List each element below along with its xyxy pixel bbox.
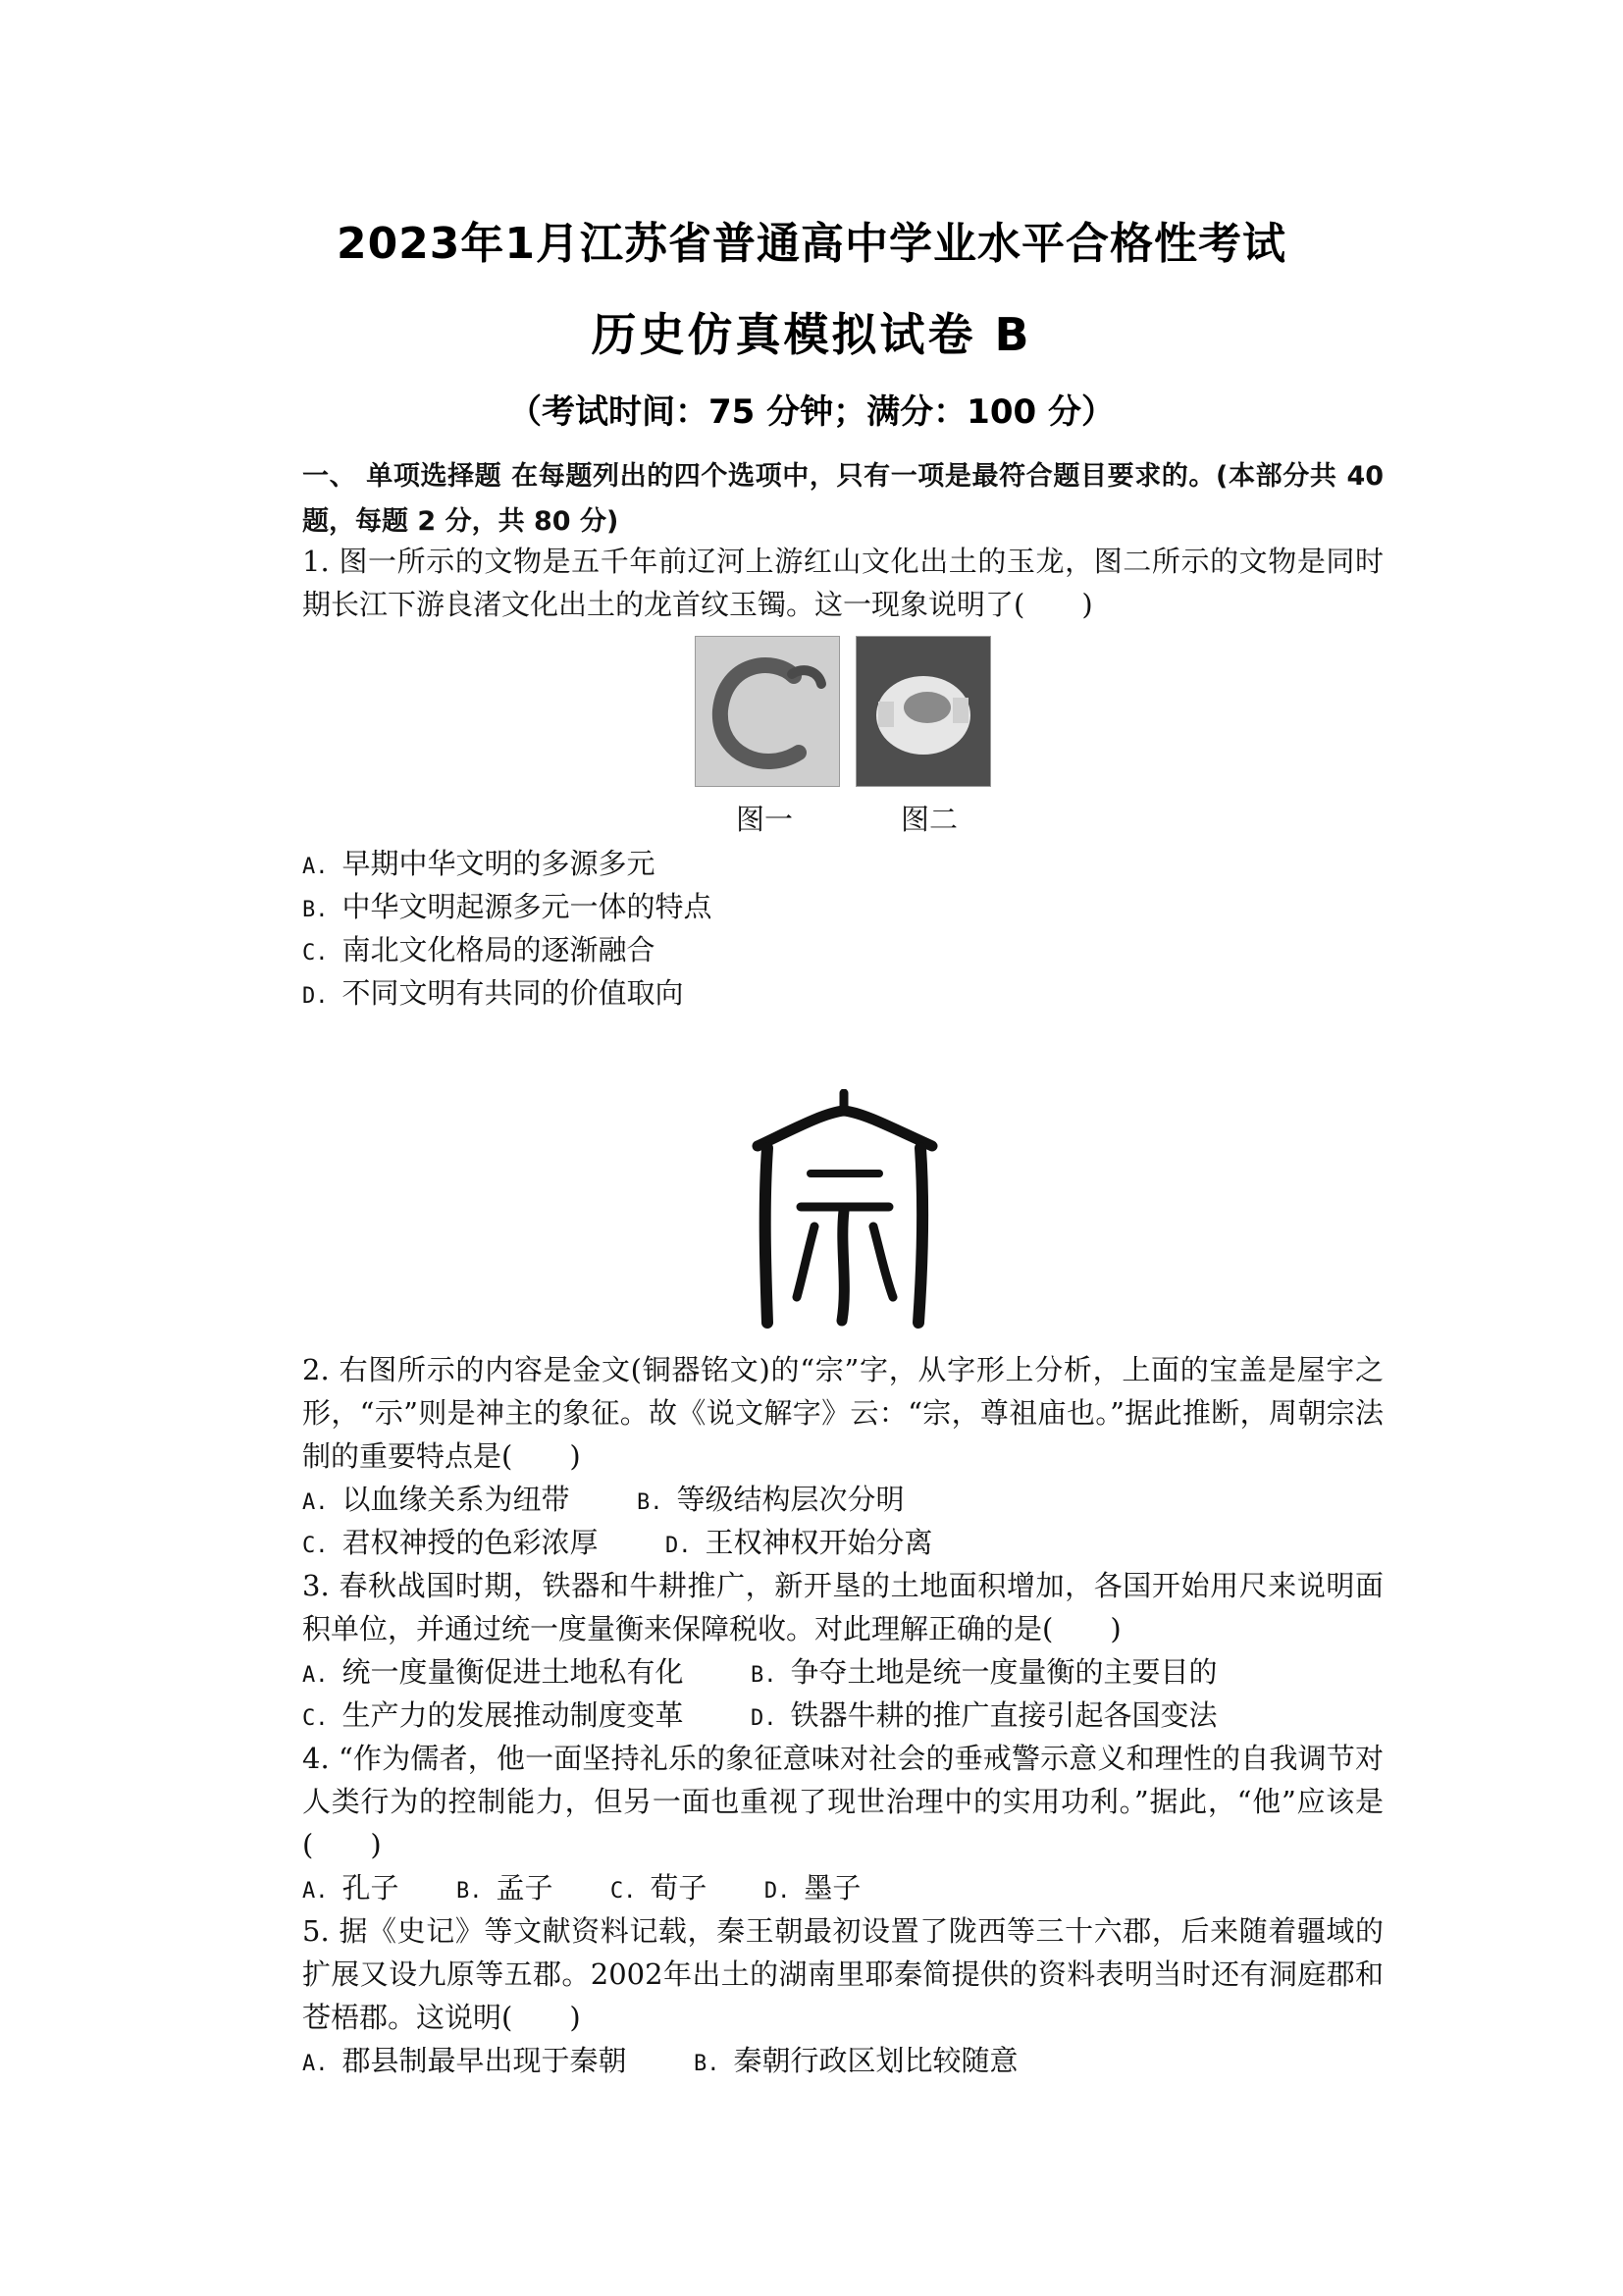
question-2-option-c[interactable]: C. 君权神授的色彩浓厚 <box>302 1526 599 1559</box>
question-3-option-d[interactable]: D. 铁器牛耕的推广直接引起各国变法 <box>750 1698 1218 1732</box>
question-1-option-b[interactable]: B. 中华文明起源多元一体的特点 <box>302 890 712 923</box>
question-1-option-d[interactable]: D. 不同文明有共同的价值取向 <box>302 976 684 1010</box>
section-label: 一、 单项选择题 <box>302 461 502 492</box>
question-1-option-c[interactable]: C. 南北文化格局的逐渐融合 <box>302 933 655 966</box>
question-3-option-a[interactable]: A. 统一度量衡促进土地私有化 <box>302 1655 684 1689</box>
question-1-text: 1. 图一所示的文物是五千年前辽河上游红山文化出土的玉龙，图二所示的文物是同时期长江下游良渚文化出土的龙首纹玉镯。这一现象说明了( ) <box>302 545 1384 621</box>
question-4-stem <box>245 1737 1384 1866</box>
question-4-options-row <box>302 1866 861 1913</box>
exam-info: （考试时间：75 分钟；满分：100 分） <box>508 392 1115 432</box>
question-3-option-c[interactable]: C. 生产力的发展推动制度变革 <box>302 1698 684 1732</box>
question-2-options-row-2 <box>302 1521 932 1568</box>
section-instructions: 在每题列出的四个选项中，只有一项是最符合题目要求的。(本部分共 40 题，每题 2 分，共 80 分) <box>302 461 1385 537</box>
question-2-stem <box>245 1348 1384 1478</box>
question-3-options-row-1 <box>302 1650 1217 1697</box>
question-3-text: 3. 春秋战国时期，铁器和牛耕推广，新开垦的土地面积增加，各国开始用尺来说明面积单位，并通过统一度量衡来保障税收。对此理解正确的是( ) <box>302 1569 1384 1645</box>
question-2-options-row-1 <box>302 1478 904 1525</box>
question-2-option-b[interactable]: B. 等级结构层次分明 <box>636 1483 905 1516</box>
question-2-text: 2. 右图所示的内容是金文(铜器铭文)的“宗”字，从字形上分析，上面的宝盖是屋宇之形，“示”则是神主的象征。故《说文解字》云：“宗，尊祖庙也。”据此推断，周朝宗法制的重要特点是( ) <box>302 1353 1384 1473</box>
question-3-option-b[interactable]: B. 争夺土地是统一度量衡的主要目的 <box>750 1655 1218 1689</box>
question-3-options-row-2 <box>302 1694 1217 1741</box>
bronze-zong-character-image <box>746 1089 942 1334</box>
question-5-option-b[interactable]: B. 秦朝行政区划比较随意 <box>693 2044 1019 2077</box>
question-4-option-c[interactable]: C. 荀子 <box>609 1871 707 1905</box>
figure-1-caption: 图一 <box>736 803 794 836</box>
question-1-option-a[interactable]: A. 早期中华文明的多源多元 <box>302 847 655 880</box>
question-5-stem <box>245 1909 1384 2039</box>
jade-bracelet-image <box>856 636 991 787</box>
question-5-text: 5. 据《史记》等文献资料记载，秦王朝最初设置了陇西等三十六郡，后来随着疆域的扩展又设九原等五郡。2002年出土的湖南里耶秦简提供的资料表明当时还有洞庭郡和苍梧郡。这说明( ) <box>302 1914 1384 2034</box>
jade-dragon-icon <box>696 637 839 786</box>
jade-bracelet-icon <box>857 637 990 786</box>
jade-dragon-image <box>695 636 840 787</box>
question-3-stem <box>245 1564 1384 1650</box>
section-header <box>245 453 1384 544</box>
question-1-stem <box>245 540 1384 626</box>
question-5-options-row-1 <box>302 2039 1018 2086</box>
question-4-option-b[interactable]: B. 孟子 <box>455 1871 553 1905</box>
question-4-option-d[interactable]: D. 墨子 <box>763 1871 862 1905</box>
question-4-text: 4. “作为儒者，他一面坚持礼乐的象征意味对社会的垂戒警示意义和理性的自我调节对人类行为的控制能力，但另一面也重视了现世治理中的实用功利。”据此，“他”应该是( ) <box>302 1742 1384 1861</box>
figure-2-caption: 图二 <box>901 803 959 836</box>
question-5-option-a[interactable]: A. 郡县制最早出现于秦朝 <box>302 2044 627 2077</box>
exam-subtitle: 历史仿真模拟试卷 B <box>591 308 1032 361</box>
question-2-option-d[interactable]: D. 王权神权开始分离 <box>664 1526 933 1559</box>
exam-title: 2023年1月江苏省普通高中学业水平合格性考试 <box>336 219 1287 269</box>
question-4-option-a[interactable]: A. 孔子 <box>302 1871 399 1905</box>
question-2-option-a[interactable]: A. 以血缘关系为纽带 <box>302 1483 570 1516</box>
